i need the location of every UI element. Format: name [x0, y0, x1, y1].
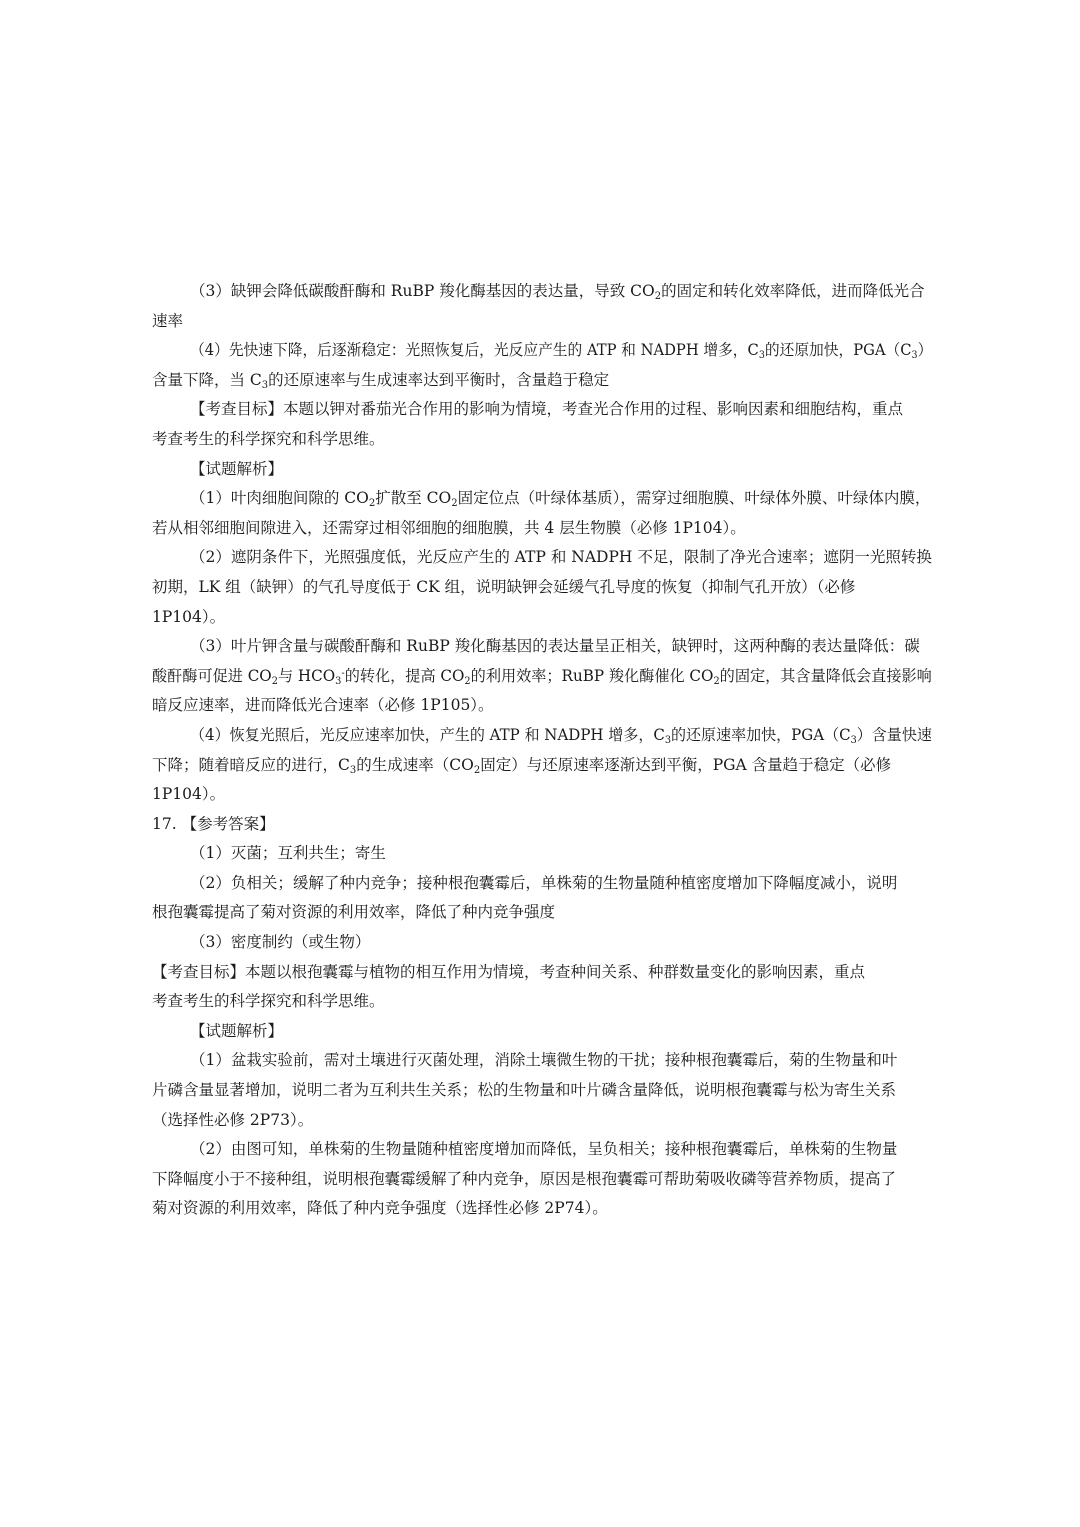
text-line: 1P104）。 — [152, 785, 226, 804]
text-line: 菊对资源的利用效率，降低了种内竞争强度（选择性必修 2P74）。 — [152, 1199, 608, 1218]
text-line: 考查考生的科学探究和科学思维。 — [152, 429, 385, 448]
text-line: 17. 【参考答案】 — [152, 814, 275, 833]
text-line: （3）密度制约（或生物） — [190, 933, 371, 952]
text-line: （2）由图可知，单株菊的生物量随种植密度增加而降低，呈负相关；接种根孢囊霉后，单株菊的生物量 — [190, 1140, 898, 1159]
text-line: 下降幅度小于不接种组，说明根孢囊霉缓解了种内竞争，原因是根孢囊霉可帮助菊吸收磷等营养物质，提高了 — [152, 1169, 897, 1188]
text-line: 下降；随着暗反应的进行，$C_3$的生成速率（$CO_2$固定）与还原速率逐渐达到平衡，PGA 含量趋于稳定（必修 — [152, 755, 892, 776]
text-line: 含量下降，当 $C_3$的还原速率与生成速率达到平衡时，含量趋于稳定 — [152, 370, 610, 391]
text-line: 片磷含量显著增加，说明二者为互利共生关系；松的生物量和叶片磷含量降低，说明根孢囊霉与松为寄生关系 — [152, 1081, 897, 1100]
text-line: （2）遮阴条件下，光照强度低，光反应产生的 ATP 和 NADPH 不足，限制了净光合速率；遮阴一光照转换 — [190, 548, 932, 567]
text-line: 【试题解析】 — [190, 459, 284, 478]
text-line: （1）叶肉细胞间隙的 $CO_2$扩散至 $CO_2$固定位点（叶绿体基质），需穿过细胞膜、叶绿体外膜、叶绿体内膜， — [190, 489, 931, 510]
text-line: （2）负相关；缓解了种内竞争；接种根孢囊霉后，单株菊的生物量随种植密度增加下降幅度减小，说明 — [190, 873, 898, 892]
text-line: （3）叶片钾含量与碳酸酐酶和 RuBP 羧化酶基因的表达量呈正相关，缺钾时，这两种酶的表达量降低：碳 — [190, 637, 920, 656]
text-line: （1）灭菌；互利共生；寄生 — [190, 844, 386, 863]
document-body — [152, 277, 932, 1224]
text-line: 初期，LK 组（缺钾）的气孔导度低于 CK 组，说明缺钾会延缓气孔导度的恢复（抑制气孔开放）（必修 — [152, 577, 856, 596]
text-line: 酸酐酶可促进 $CO_2$与 $HCO_3^-$的转化，提高 $CO_2$的利用效率；RuBP 羧化酶催化 $CO_2$的固定，其含量降低会直接影响 — [152, 666, 932, 687]
text-line: 【考查目标】本题以根孢囊霉与植物的相互作用为情境，考查种间关系、种群数量变化的影响因素，重点 — [152, 962, 866, 981]
text-line: 速率 — [152, 311, 184, 330]
text-line: （4）先快速下降，后逐渐稳定：光照恢复后，光反应产生的 ATP 和 NADPH 增多，$C_3$的还原加快，$PGA(C_3)$ — [190, 341, 933, 362]
text-line: 考查考生的科学探究和科学思维。 — [152, 992, 385, 1011]
text-line: 暗反应速率，进而降低光合速率（必修 1P105）。 — [152, 696, 494, 715]
text-line: （选择性必修 2P73）。 — [152, 1110, 314, 1129]
text-line: （1）盆栽实验前，需对土壤进行灭菌处理，消除土壤微生物的干扰；接种根孢囊霉后，菊的生物量和叶 — [190, 1051, 898, 1070]
text-line: 1P104）。 — [152, 607, 226, 626]
text-line: （4）恢复光照后，光反应速率加快，产生的 ATP 和 NADPH 增多，$C_3$的还原速率加快，$PGA(C_3)$含量快速 — [190, 725, 932, 746]
text-line: 【试题解析】 — [190, 1021, 284, 1040]
text-line: （3）缺钾会降低碳酸酐酶和 RuBP 羧化酶基因的表达量，导致 $CO_2$的固定和转化效率降低，进而降低光合 — [190, 282, 925, 302]
text-line: 根孢囊霉提高了菊对资源的利用效率，降低了种内竞争强度 — [152, 903, 556, 922]
text-line: 【考查目标】本题以钾对番茄光合作用的影响为情境，考查光合作用的过程、影响因素和细胞结构，重点 — [190, 400, 904, 419]
text-line: 若从相邻细胞间隙进入，还需穿过相邻细胞的细胞膜，共 4 层生物膜（必修 1P104）。 — [152, 518, 746, 537]
